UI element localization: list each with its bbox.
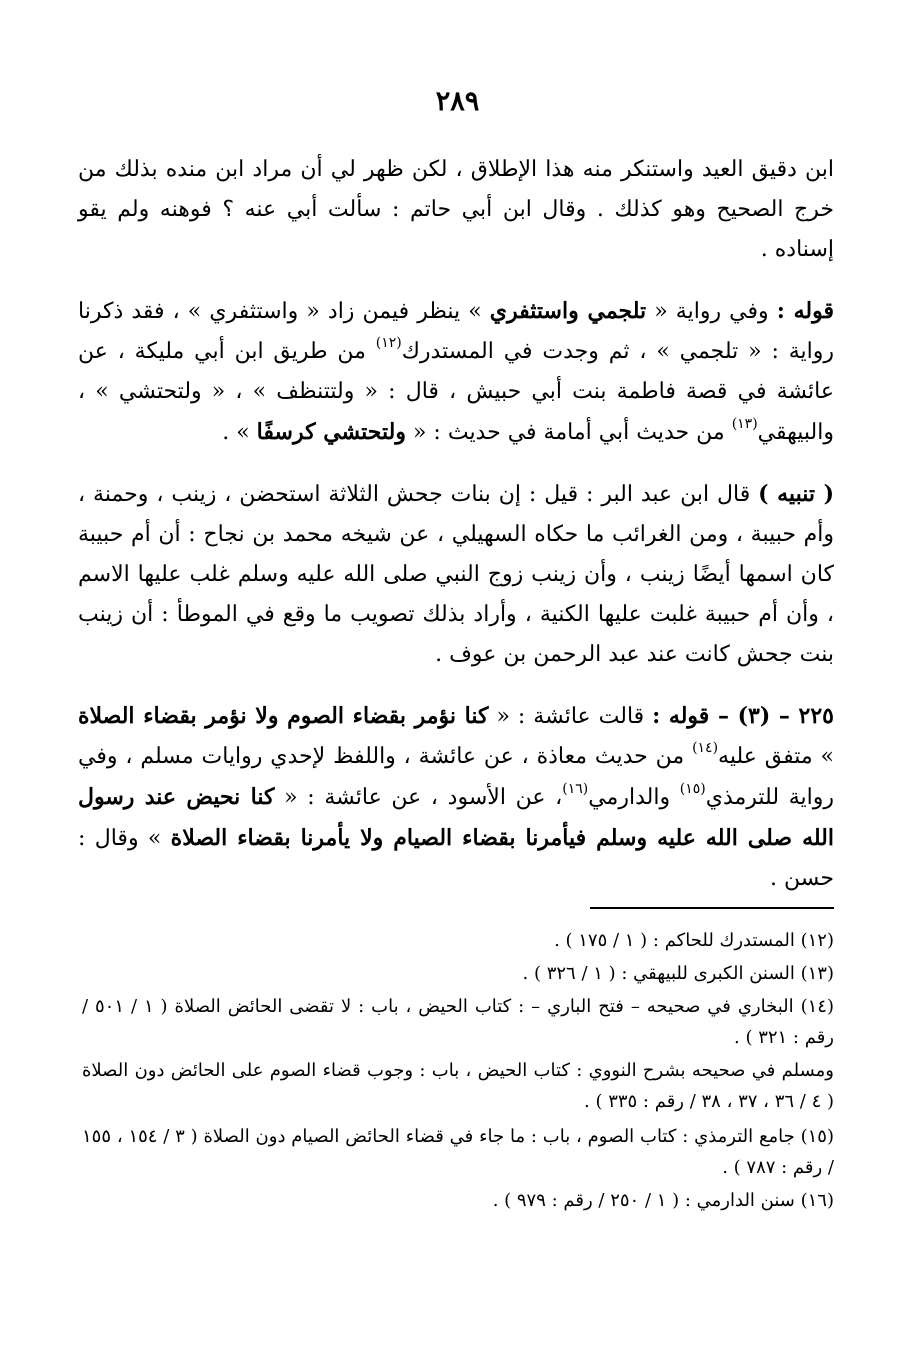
- text-run: وفي رواية «: [646, 299, 777, 324]
- lead-term: قوله :: [776, 298, 834, 324]
- main-text: [78, 150, 834, 899]
- note-heading: ( تنبيه ): [758, 481, 834, 507]
- text-run: من طريق ابن أبي مليكة ، عن عائشة في قصة فاطمة بنت أبي حبيش ، قال : « ولتتنظف » ، « ولتحتشي » ، والبيهقي: [78, 339, 834, 445]
- quoted-bold-text: كنا نؤمر بقضاء الصوم ولا نؤمر بقضاء الصلاة: [78, 703, 489, 729]
- paragraph-1: ابن دقيق العيد واستنكر منه هذا الإطلاق ، لكن ظهر لي أن مراد ابن منده بذلك من خرج الصحيح وهو كذلك . وقال ابن أبي حاتم : سألت أبي عنه ؟ فوهنه ولم يقو إسناده .: [78, 157, 834, 262]
- text-run: » وقال : حسن .: [78, 826, 834, 891]
- hadith-number: ٢٢٥ – (٣) – قوله :: [652, 703, 834, 729]
- text-run: والدارمي: [588, 785, 680, 810]
- footnote-16: (١٦) سنن الدارمي : ( ١ / ٢٥٠ / رقم : ٩٧٩ ) .: [492, 1190, 834, 1211]
- text-run: قالت عائشة : «: [488, 704, 653, 729]
- footnote-14-continuation: ومسلم في صحيحه بشرح النووي : كتاب الحيض ، باب : وجوب قضاء الصوم على الحائض دون الصلاة ( ٤ / ٣٦ ، ٣٧ ، ٣٨ / رقم : ٣٣٥ ) .: [82, 1060, 834, 1112]
- text-run: من حديث أبي أمامة في حديث : «: [405, 420, 732, 445]
- paragraph-3: [78, 474, 834, 675]
- footnote-13: (١٣) السنن الكبرى للبيهقي : ( ١ / ٣٢٦ ) .: [522, 963, 834, 984]
- text-run: قال ابن عبد البر : قيل : إن بنات جحش الثلاثة استحضن ، زينب ، وحمنة ، وأم حبيبة ، ومن الغرائب ما حكاه السهيلي ، عن شيخه محمد بن نجاح : أن أم حبيبة كان اسمها أيضًا زينب ، وأن زينب زوج النبي صلى الله عليه وسلم غلب عليها الاسم ، وأن أم حبيبة غلبت عليها الكنية ، وأراد بذلك تصويب ما وقع في الموطأ : أن زينب بنت جحش كانت عند عبد الرحمن بن عوف .: [78, 482, 834, 667]
- footnote-separator: [590, 907, 834, 909]
- footnote-15: (١٥) جامع الترمذي : كتاب الصوم ، باب : ما جاء في قضاء الحائض الصيام دون الصلاة ( ٣ / ١٥٤ ، ١٥٥ / رقم : ٧٨٧ ) .: [82, 1126, 834, 1178]
- paragraph-4: [78, 696, 834, 899]
- footnote-ref-14[interactable]: (١٤): [692, 740, 719, 756]
- footnote-12: (١٢) المستدرك للحاكم : ( ١ / ١٧٥ ) .: [554, 930, 834, 951]
- text-run: من حديث معاذة ، عن عائشة ، واللفظ لإحدي روايات مسلم ، وفي رواية للترمذي: [78, 744, 834, 810]
- footnote-ref-16[interactable]: (١٦): [562, 781, 589, 797]
- quoted-bold-text: كنا نحيض عند رسول الله صلى الله عليه وسلم فيأمرنا بقضاء الصيام ولا يأمرنا بقضاء الصلاة: [78, 784, 834, 851]
- footnote-ref-12[interactable]: (١٢): [375, 335, 402, 351]
- quoted-bold-text: ولتحتشي كرسفًا: [256, 419, 406, 445]
- quoted-bold-text: تلجمي واستثفري: [489, 298, 647, 324]
- text-run: » متفق عليه: [718, 744, 834, 769]
- text-run: ، عن الأسود ، عن عائشة : «: [274, 785, 563, 810]
- paragraph-2: [78, 291, 834, 453]
- footnote-ref-13[interactable]: (١٣): [731, 416, 758, 432]
- footnotes: [82, 925, 834, 1218]
- footnote-ref-15[interactable]: (١٥): [679, 781, 706, 797]
- text-run: » ينظر فيمن زاد « واستثفري » ، فقد ذكرنا رواية : « تلجمي » ، ثم وجدت في المستدرك: [78, 299, 834, 364]
- text-run: » .: [222, 420, 257, 445]
- footnote-14: (١٤) البخاري في صحيحه – فتح الباري – : كتاب الحيض ، باب : لا تقضى الحائض الصلاة ( ١ / ٥٠١ / رقم : ٣٢١ ) .: [82, 996, 834, 1048]
- page-number: ٢٨٩: [435, 86, 480, 117]
